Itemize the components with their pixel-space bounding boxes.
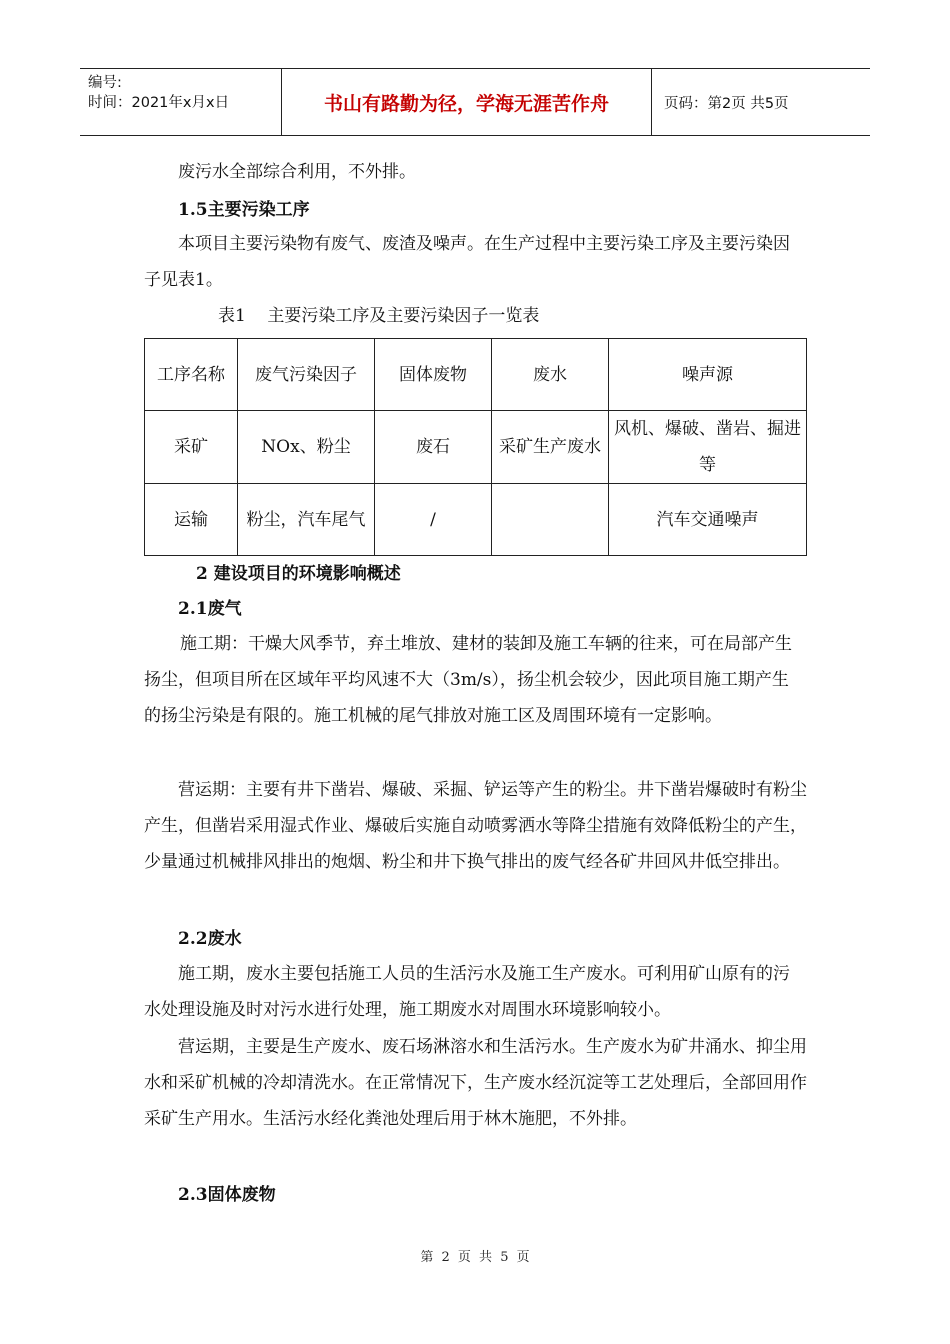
header-meta xyxy=(80,69,282,135)
table-cell: 风机、爆破、凿岩、掘进等 xyxy=(609,411,807,484)
page-footer: 第 2 页 共 5 页 xyxy=(420,1250,530,1265)
table-header-cell: 固体废物 xyxy=(375,339,492,411)
table-header-cell: 工序名称 xyxy=(145,339,238,411)
heading-2-2: 2.2废水 xyxy=(178,929,242,949)
heading-1-5: 1.5主要污染工序 xyxy=(178,200,310,220)
table-header-cell: 废水 xyxy=(492,339,609,411)
table-cell: 采矿 xyxy=(145,411,238,484)
table-row xyxy=(145,484,807,556)
paragraph-pollution-process: 本项目主要污染物有废气、废渣及噪声。在生产过程中主要污染工序及主要污染因子见表1。 xyxy=(144,234,790,290)
heading-2-3: 2.3固体废物 xyxy=(178,1185,276,1205)
table-cell: 粉尘，汽车尾气 xyxy=(238,484,375,556)
table-header-row xyxy=(145,339,807,411)
header-motto: 书山有路勤为径，学海无涯苦作舟 xyxy=(282,69,652,135)
table-cell: / xyxy=(375,484,492,556)
page-header xyxy=(80,68,870,136)
table-cell: NOx、粉尘 xyxy=(238,411,375,484)
table-header-cell: 噪声源 xyxy=(609,339,807,411)
table-cell: 运输 xyxy=(145,484,238,556)
heading-2: 2 建设项目的环境影响概述 xyxy=(196,564,401,584)
document-date-label: 时间：2021年x月x日 xyxy=(88,95,230,111)
paragraph-operation-air: 营运期：主要有井下凿岩、爆破、采掘、铲运等产生的粉尘。井下凿岩爆破时有粉尘产生，但凿岩采用湿式作业、爆破后实施自动喷雾洒水等降尘措施有效降低粉尘的产生，少量通过机械排风排出的炮烟、粉尘和井下换气排出的废气经各矿井回风井低空排出。 xyxy=(144,780,807,872)
table-cell: 汽车交通噪声 xyxy=(609,484,807,556)
table-cell: 采矿生产废水 xyxy=(492,411,609,484)
document-number-label: 编号: xyxy=(88,75,122,91)
table-cell: 废石 xyxy=(375,411,492,484)
table-cell xyxy=(492,484,609,556)
paragraph-wastewater-summary: 废污水全部综合利用，不外排。 xyxy=(178,162,416,182)
paragraph-construction-water: 施工期，废水主要包括施工人员的生活污水及施工生产废水。可利用矿山原有的污水处理设施及时对污水进行处理，施工期废水对周围水环境影响较小。 xyxy=(144,964,790,1020)
heading-2-1: 2.1废气 xyxy=(178,599,242,619)
table-caption: 表1 主要污染工序及主要污染因子一览表 xyxy=(218,306,540,326)
header-page-info: 页码：第2页 共5页 xyxy=(664,95,789,112)
pollution-table xyxy=(144,338,807,556)
table-header-cell: 废气污染因子 xyxy=(238,339,375,411)
paragraph-construction-air: 施工期：干燥大风季节，弃土堆放、建材的装卸及施工车辆的往来，可在局部产生扬尘，但项目所在区域年平均风速不大（3m/s），扬尘机会较少，因此项目施工期产生的扬尘污染是有限的。施工机械的尾气排放对施工区及周围环境有一定影响。 xyxy=(144,634,792,726)
table-row xyxy=(145,411,807,484)
paragraph-operation-water: 营运期，主要是生产废水、废石场淋溶水和生活污水。生产废水为矿井涌水、抑尘用水和采矿机械的冷却清洗水。在正常情况下，生产废水经沉淀等工艺处理后，全部回用作采矿生产用水。生活污水经化粪池处理后用于林木施肥，不外排。 xyxy=(144,1037,807,1129)
